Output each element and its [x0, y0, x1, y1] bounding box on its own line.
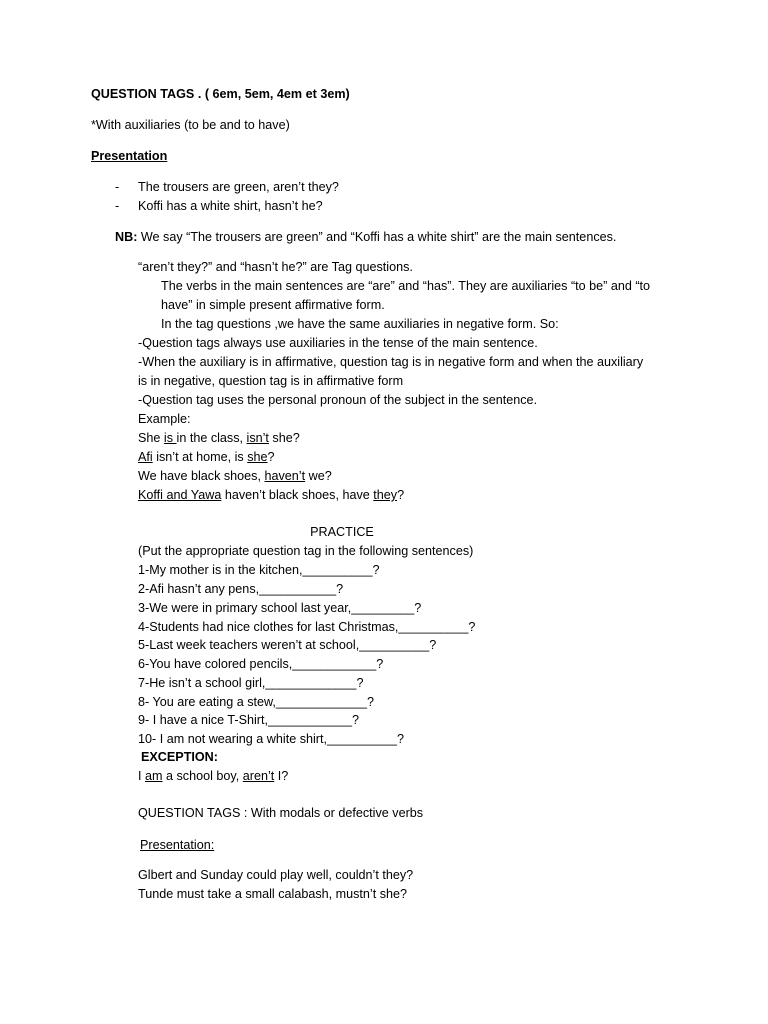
example-sentence: We have black shoes, haven’t we?: [138, 469, 332, 483]
explanation-line: The verbs in the main sentences are “are” and “has”. They are auxiliaries “to be” and “to: [161, 279, 651, 293]
practice-item: 3-We were in primary school last year,_________?: [138, 601, 422, 615]
explanation-line: have” in simple present affirmative form.: [161, 298, 385, 312]
explanation-line: “aren’t they?” and “hasn’t he?” are Tag questions.: [138, 260, 413, 274]
modals-presentation-heading: Presentation:: [140, 838, 215, 852]
example-sentence: She is in the class, isn’t she?: [138, 431, 300, 445]
practice-item: 10- I am not wearing a white shirt,__________?: [138, 732, 405, 746]
modals-heading: QUESTION TAGS : With modals or defective verbs: [138, 806, 424, 820]
practice-item: 9- I have a nice T-Shirt,____________?: [138, 713, 360, 727]
rule-line: -Question tag uses the personal pronoun of the subject in the sentence.: [138, 393, 538, 407]
practice-item: 8- You are eating a stew,_____________?: [138, 695, 374, 709]
bullet-text: The trousers are green, aren’t they?: [138, 180, 339, 194]
example-sentence: Afi isn’t at home, is she?: [138, 450, 275, 464]
subtitle: *With auxiliaries (to be and to have): [91, 118, 290, 132]
practice-item: 7-He isn’t a school girl,_____________?: [138, 676, 364, 690]
bullet-dash: -: [115, 199, 120, 213]
practice-item: 5-Last week teachers weren’t at school,__________?: [138, 638, 437, 652]
rule-line: -Question tags always use auxiliaries in the tense of the main sentence.: [138, 336, 538, 350]
bullet-dash: -: [115, 180, 120, 194]
modal-example: Glbert and Sunday could play well, couldn’t they?: [138, 868, 414, 882]
practice-instruction: (Put the appropriate question tag in the following sentences): [138, 544, 474, 558]
practice-item: 1-My mother is in the kitchen,__________?: [138, 563, 380, 577]
practice-item: 4-Students had nice clothes for last Christmas,__________?: [138, 620, 476, 634]
presentation-heading: Presentation: [91, 149, 168, 163]
practice-item: 6-You have colored pencils,____________?: [138, 657, 384, 671]
example-sentence: Koffi and Yawa haven’t black shoes, have they?: [138, 488, 405, 502]
exception-sentence: I am a school boy, aren’t I?: [138, 769, 289, 783]
exception-heading: EXCEPTION:: [141, 750, 218, 764]
nb-note: [115, 228, 616, 247]
practice-heading: PRACTICE: [310, 525, 374, 539]
page-title: QUESTION TAGS . ( 6em, 5em, 4em et 3em): [91, 87, 350, 101]
modal-example: Tunde must take a small calabash, mustn’t she?: [138, 887, 408, 901]
explanation-line: In the tag questions ,we have the same auxiliaries in negative form. So:: [161, 317, 559, 331]
rule-line: -When the auxiliary is in affirmative, question tag is in negative form and when the auxiliary: [138, 355, 644, 369]
example-label: Example:: [138, 412, 191, 426]
rule-line: is in negative, question tag is in affirmative form: [138, 374, 404, 388]
practice-item: 2-Afi hasn’t any pens,___________?: [138, 582, 344, 596]
nb-label: NB:: [115, 230, 138, 244]
bullet-text: Koffi has a white shirt, hasn’t he?: [138, 199, 323, 213]
nb-text: We say “The trousers are green” and “Koffi has a white shirt” are the main sentences.: [137, 230, 617, 244]
